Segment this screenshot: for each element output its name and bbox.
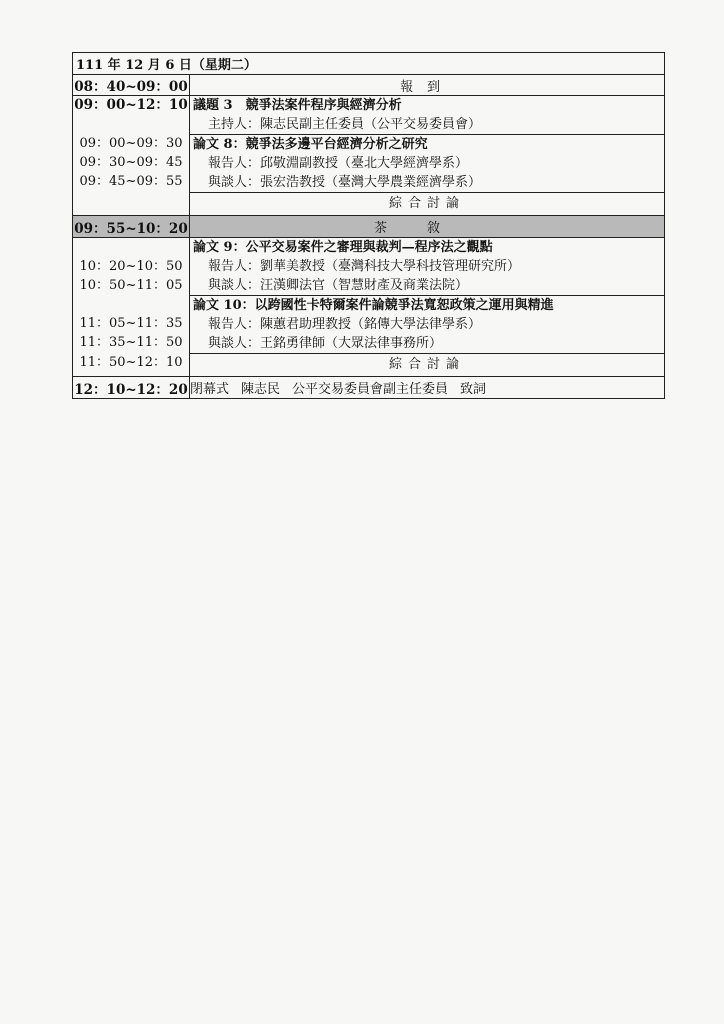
discussion2-time: 11：50~12：10: [79, 355, 183, 370]
paper10-time-2: 11：35~11：50: [79, 335, 183, 350]
closing-event: 閉幕式: [190, 382, 230, 397]
session3-time: 09：00~12：10: [74, 97, 188, 113]
paper9-title: 論文 9：公平交易案件之審理與裁判—程序法之觀點: [193, 240, 493, 255]
paper8-discussant: 與談人：張宏浩教授（臺灣大學農業經濟學系）: [208, 175, 482, 190]
paper10-time-1: 11：05~11：35: [79, 316, 183, 331]
closing-speaker: 陳志民: [241, 382, 281, 397]
paper9-time-2: 10：50~11：05: [79, 278, 183, 293]
session3-times: [73, 96, 190, 216]
session3-row: [73, 96, 665, 216]
block2-content: [190, 238, 665, 377]
session3-discussion: 綜合討論: [388, 196, 465, 211]
block2-row: [73, 238, 665, 377]
paper10-discussant: 與談人：王銘勇律師（大眾法律事務所）: [208, 336, 443, 351]
paper8-time-2: 09：30~09：45: [79, 155, 183, 170]
closing-content: [190, 377, 665, 399]
closing-time: 12：10~12：20: [73, 377, 190, 399]
paper8-title: 論文 8：競爭法多邊平台經濟分析之研究: [193, 137, 428, 152]
paper8-time-3: 09：45~09：55: [79, 174, 183, 189]
schedule-table: [72, 52, 665, 399]
date-header-row: [73, 53, 665, 75]
checkin-time: 08：40~09：00: [73, 75, 190, 96]
paper9-discussant: 與談人：汪漢卿法官（智慧財產及商業法院）: [208, 278, 469, 293]
paper9-reporter: 報告人：劉華美教授（臺灣科技大學科技管理研究所）: [208, 259, 521, 274]
paper8-time-1: 09：00~09：30: [79, 136, 183, 151]
paper9-time-1: 10：20~10：50: [79, 259, 183, 274]
session3-host: 主持人：陳志民副主任委員（公平交易委員會）: [208, 117, 482, 132]
checkin-label: 報到: [190, 75, 665, 96]
paper10-reporter: 報告人：陳蕙君助理教授（銘傳大學法律學系）: [208, 317, 482, 332]
tea-row: [73, 216, 665, 238]
closing-speaker-title: 公平交易委員會副主任委員: [292, 382, 449, 397]
closing-remarks: 致詞: [460, 382, 487, 397]
paper10-title: 論文 10：以跨國性卡特爾案件論競爭法寬恕政策之運用與精進: [193, 298, 554, 313]
closing-row: [73, 377, 665, 399]
session3-content: [190, 96, 665, 216]
paper8-reporter: 報告人：邱敬淵副教授（臺北大學經濟學系）: [208, 156, 469, 171]
checkin-row: [73, 75, 665, 96]
block2-times: [73, 238, 190, 377]
block2-discussion: 綜合討論: [388, 357, 465, 372]
tea-time: 09：55~10：20: [73, 216, 190, 238]
date-header: 111 年 12 月 6 日（星期二）: [73, 53, 665, 75]
tea-label: 茶敘: [190, 216, 665, 238]
session3-topic: 議題 3 競爭法案件程序與經濟分析: [193, 98, 402, 113]
